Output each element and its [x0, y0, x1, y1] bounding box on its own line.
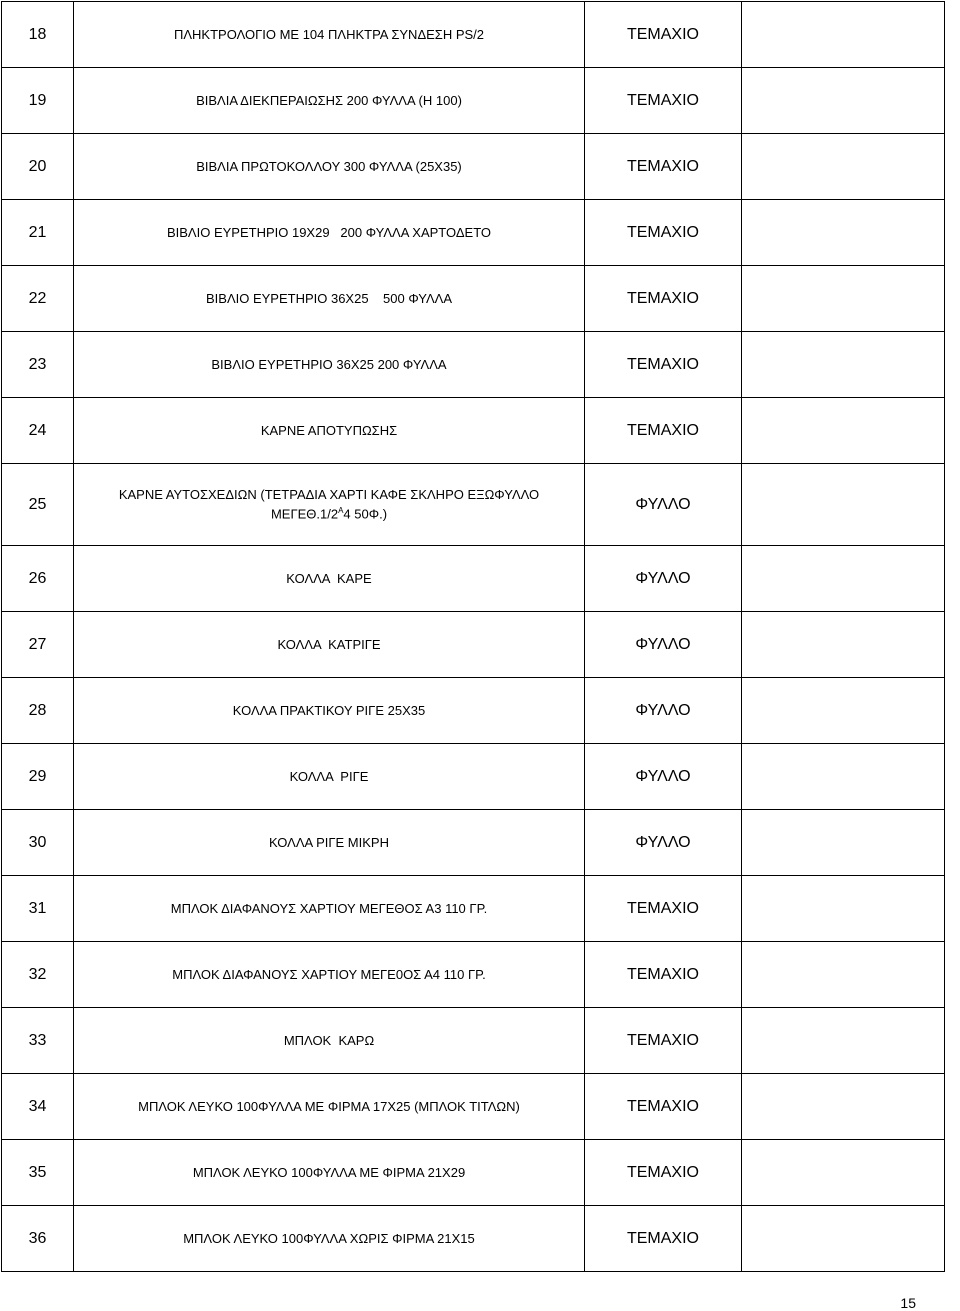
item-number: 24 — [2, 398, 74, 464]
item-unit: ΤΕΜΑΧΙΟ — [585, 1140, 742, 1206]
item-number: 23 — [2, 332, 74, 398]
item-unit: ΤΕΜΑΧΙΟ — [585, 200, 742, 266]
empty-cell — [742, 2, 945, 68]
item-number: 29 — [2, 744, 74, 810]
item-number: 21 — [2, 200, 74, 266]
table-row — [2, 266, 945, 332]
table-row — [2, 678, 945, 744]
item-number: 20 — [2, 134, 74, 200]
table-row — [2, 942, 945, 1008]
item-unit: ΦΥΛΛΟ — [585, 546, 742, 612]
item-number: 34 — [2, 1074, 74, 1140]
empty-cell — [742, 546, 945, 612]
item-description: ΚΑΡΝΕ ΑΠΟΤΥΠΩΣΗΣ — [74, 398, 585, 464]
item-description: ΒΙΒΛΙΟ ΕΥΡΕΤΗΡΙΟ 19Χ29 200 ΦΥΛΛΑ ΧΑΡΤΟΔΕΤΟ — [74, 200, 585, 266]
item-unit: ΦΥΛΛΟ — [585, 612, 742, 678]
item-unit: ΤΕΜΑΧΙΟ — [585, 266, 742, 332]
item-description: ΒΙΒΛΙΑ ΔΙΕΚΠΕΡΑΙΩΣΗΣ 200 ΦΥΛΛΑ (Η 100) — [74, 68, 585, 134]
empty-cell — [742, 1140, 945, 1206]
item-number: 25 — [2, 464, 74, 546]
item-number: 35 — [2, 1140, 74, 1206]
empty-cell — [742, 876, 945, 942]
table-row — [2, 546, 945, 612]
table-row — [2, 810, 945, 876]
description-line-2-start: ΜΕΓΕΘ.1/2 — [270, 506, 339, 522]
item-number: 26 — [2, 546, 74, 612]
item-description — [74, 464, 585, 546]
items-table — [1, 1, 945, 1272]
empty-cell — [742, 200, 945, 266]
table-row — [2, 876, 945, 942]
table-row — [2, 398, 945, 464]
item-number: 30 — [2, 810, 74, 876]
item-description: ΚΟΛΛΑ ΡΙΓΕ ΜΙΚΡΗ — [74, 810, 585, 876]
item-description: ΜΠΛΟΚ ΔΙΑΦΑΝΟΥΣ ΧΑΡΤΙΟΥ ΜΕΓΕ0ΟΣ Α4 110 ΓΡ. — [74, 942, 585, 1008]
table-row — [2, 1074, 945, 1140]
empty-cell — [742, 464, 945, 546]
item-number: 18 — [2, 2, 74, 68]
item-unit: ΦΥΛΛΟ — [585, 464, 742, 546]
item-unit: ΤΕΜΑΧΙΟ — [585, 1074, 742, 1140]
empty-cell — [742, 1206, 945, 1272]
item-number: 33 — [2, 1008, 74, 1074]
superscript: Α — [338, 505, 344, 515]
item-description: ΒΙΒΛΙΟ ΕΥΡΕΤΗΡΙΟ 36Χ25 200 ΦΥΛΛΑ — [74, 332, 585, 398]
description-line-2-end: 4 50Φ.) — [343, 506, 388, 522]
table-row — [2, 744, 945, 810]
item-number: 27 — [2, 612, 74, 678]
description-line-1: ΚΑΡΝΕ ΑΥΤΟΣΧΕΔΙΩΝ (ΤΕΤΡΑΔΙΑ ΧΑΡΤΙ ΚΑΦΕ ΣΚΛΗΡΟ ΕΞΩΦΥΛΛΟ — [118, 486, 540, 502]
item-unit: ΤΕΜΑΧΙΟ — [585, 332, 742, 398]
item-description: ΚΟΛΛΑ ΡΙΓΕ — [74, 744, 585, 810]
item-number: 36 — [2, 1206, 74, 1272]
table-row — [2, 68, 945, 134]
item-description: ΜΠΛΟΚ ΚΑΡΩ — [74, 1008, 585, 1074]
table-row — [2, 2, 945, 68]
item-number: 31 — [2, 876, 74, 942]
page-number: 15 — [900, 1295, 916, 1311]
table-row — [2, 134, 945, 200]
table-row — [2, 1008, 945, 1074]
table-row — [2, 1206, 945, 1272]
empty-cell — [742, 1008, 945, 1074]
empty-cell — [742, 810, 945, 876]
item-description: ΜΠΛΟΚ ΔΙΑΦΑΝΟΥΣ ΧΑΡΤΙΟΥ ΜΕΓΕΘΟΣ Α3 110 ΓΡ. — [74, 876, 585, 942]
empty-cell — [742, 612, 945, 678]
item-description: ΚΟΛΛΑ ΠΡΑΚΤΙΚΟΥ ΡΙΓΕ 25Χ35 — [74, 678, 585, 744]
item-description: ΚΟΛΛΑ ΚΑΡΕ — [74, 546, 585, 612]
empty-cell — [742, 744, 945, 810]
item-unit: ΤΕΜΑΧΙΟ — [585, 398, 742, 464]
item-unit: ΤΕΜΑΧΙΟ — [585, 876, 742, 942]
empty-cell — [742, 678, 945, 744]
item-unit: ΤΕΜΑΧΙΟ — [585, 942, 742, 1008]
item-description: ΜΠΛΟΚ ΛΕΥΚΟ 100ΦΥΛΛΑ ΜΕ ΦΙΡΜΑ 21Χ29 — [74, 1140, 585, 1206]
item-number: 19 — [2, 68, 74, 134]
item-number: 22 — [2, 266, 74, 332]
empty-cell — [742, 398, 945, 464]
table-row — [2, 1140, 945, 1206]
empty-cell — [742, 332, 945, 398]
item-description: ΠΛΗΚΤΡΟΛΟΓΙΟ ΜΕ 104 ΠΛΗΚΤΡΑ ΣΥΝΔΕΣΗ PS/2 — [74, 2, 585, 68]
item-unit: ΤΕΜΑΧΙΟ — [585, 134, 742, 200]
item-description: ΒΙΒΛΙΑ ΠΡΩΤΟΚΟΛΛΟΥ 300 ΦΥΛΛΑ (25Χ35) — [74, 134, 585, 200]
table-row — [2, 200, 945, 266]
item-number: 32 — [2, 942, 74, 1008]
empty-cell — [742, 134, 945, 200]
item-description: ΜΠΛΟΚ ΛΕΥΚΟ 100ΦΥΛΛΑ ΜΕ ΦΙΡΜΑ 17Χ25 (ΜΠΛΟΚ ΤΙΤΛΩΝ) — [74, 1074, 585, 1140]
empty-cell — [742, 1074, 945, 1140]
empty-cell — [742, 942, 945, 1008]
empty-cell — [742, 68, 945, 134]
item-description: ΒΙΒΛΙΟ ΕΥΡΕΤΗΡΙΟ 36Χ25 500 ΦΥΛΛΑ — [74, 266, 585, 332]
table-row — [2, 612, 945, 678]
item-unit: ΦΥΛΛΟ — [585, 810, 742, 876]
item-unit: ΤΕΜΑΧΙΟ — [585, 1206, 742, 1272]
item-unit: ΦΥΛΛΟ — [585, 744, 742, 810]
item-number: 28 — [2, 678, 74, 744]
item-description: ΚΟΛΛΑ ΚΑΤΡΙΓΕ — [74, 612, 585, 678]
table-row — [2, 332, 945, 398]
item-unit: ΤΕΜΑΧΙΟ — [585, 68, 742, 134]
empty-cell — [742, 266, 945, 332]
item-unit: ΤΕΜΑΧΙΟ — [585, 1008, 742, 1074]
item-description: ΜΠΛΟΚ ΛΕΥΚΟ 100ΦΥΛΛΑ ΧΩΡΙΣ ΦΙΡΜΑ 21Χ15 — [74, 1206, 585, 1272]
table-row — [2, 464, 945, 546]
item-unit: ΤΕΜΑΧΙΟ — [585, 2, 742, 68]
item-unit: ΦΥΛΛΟ — [585, 678, 742, 744]
